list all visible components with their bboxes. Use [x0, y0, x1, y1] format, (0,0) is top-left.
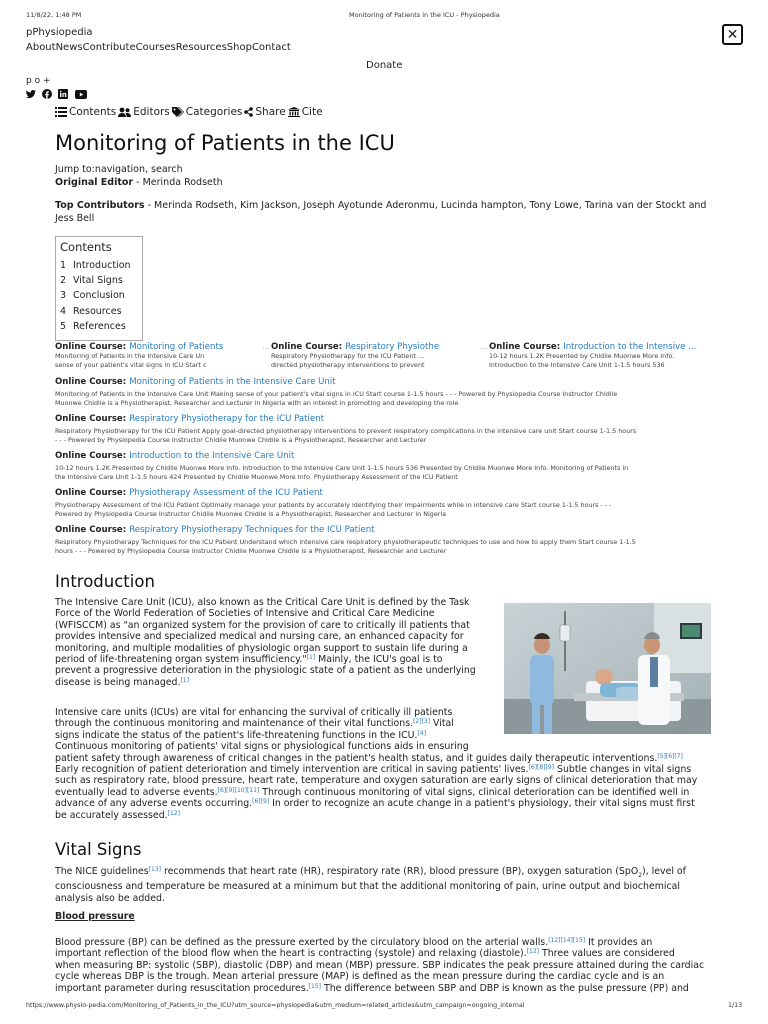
intro-p1-line: period of life-threatening organ system insufficiency."[1] Mainly, the ICU's goal is to: [55, 654, 443, 666]
course-desc-line: 10-12 hours 1.2K Presented by Chidile Muonwe More Info. Introduction to the Intensive Care Unit 1-1.5 hours 536 Presented by Chidile Muonwe More Info. Monitoring of Patients in: [55, 464, 629, 472]
course-card-desc: [55, 352, 260, 370]
course-card-desc: [271, 352, 479, 370]
top-contributors: [55, 200, 715, 225]
editors-label: Editors: [133, 106, 170, 118]
blood-pressure-heading: [55, 911, 135, 922]
course-desc-line: Respiratory Physiotherapy for the ICU Patient ...: [271, 352, 425, 360]
close-button[interactable]: [722, 24, 743, 45]
list-icon: [55, 107, 67, 117]
util-row[interactable]: p o +: [26, 76, 51, 86]
course-list-title: [55, 451, 715, 461]
course-list-item[interactable]: [55, 488, 715, 519]
intro-p2-line: be accurately assessed.[12]: [55, 809, 180, 821]
course-list-desc: [55, 390, 715, 408]
article-toolbar: [55, 106, 323, 118]
course-list-desc: [55, 501, 715, 519]
course-link[interactable]: Monitoring of Patients in the Intensive Care Unit: [129, 377, 336, 387]
contents-tool[interactable]: [55, 106, 116, 118]
toc-item[interactable]: [60, 258, 138, 273]
toc-item-label: Vital Signs: [73, 275, 123, 287]
course-list-desc: [55, 427, 715, 445]
course-list-item[interactable]: [55, 525, 741, 556]
intro-p1-line: (WFISCCM) as "an organized system for the provision of care to critically ill patients that: [55, 619, 470, 631]
citation-link[interactable]: [6][9][10][11]: [217, 786, 260, 794]
course-list-title: [55, 414, 715, 424]
citation-link[interactable]: [6][9]: [252, 798, 270, 806]
twitter-icon[interactable]: [26, 90, 36, 102]
blood-pressure-heading-text: Blood pressure: [55, 911, 135, 922]
donate-link[interactable]: Donate: [366, 60, 403, 71]
jump-nav[interactable]: Jump to:navigation, search: [55, 164, 183, 175]
course-link[interactable]: Respiratory Physiotherapy for the ICU Patient: [129, 414, 325, 424]
citation-link[interactable]: [1]: [180, 676, 189, 684]
intro-paragraph-1: [55, 597, 500, 688]
cite-tool[interactable]: [288, 106, 323, 118]
course-list-item[interactable]: [55, 377, 715, 408]
citation-link[interactable]: [5][6][7]: [657, 752, 683, 760]
institution-icon: [288, 107, 300, 117]
course-card[interactable]: [489, 342, 714, 370]
course-prefix: Online Course:: [489, 342, 564, 352]
icu-patient-photo: [504, 603, 711, 734]
bp-line: important reflection of the blood flow when the heart is contracting (systole) and relaxing (diastole).[12] Three values are considered: [55, 948, 675, 960]
categories-tool[interactable]: [172, 106, 243, 118]
course-card-title: [55, 342, 260, 352]
contents-label: Contents: [69, 106, 117, 118]
share-label: Share: [255, 106, 286, 118]
course-link[interactable]: Physiotherapy Assessment of the ICU Patient: [129, 488, 323, 498]
table-of-contents: [55, 236, 143, 341]
toc-item-number: 2: [60, 275, 67, 287]
course-link[interactable]: Respiratory Physiothe: [345, 342, 440, 352]
course-desc-line: Powered by Physiopedia Course Instructor Chidile Muonwe Chidile is a Physiotherapist, Researcher and Lecturer in Nigeria: [55, 510, 447, 518]
toc-item-label: Resources: [73, 305, 122, 317]
chevron-right-icon[interactable]: …: [262, 342, 270, 351]
citation-link[interactable]: [12]: [167, 809, 180, 817]
vital-p1-line: consciousness and temperature be measured at a minimum but that the additional monitoring of pain, urine output and biochemical: [55, 881, 680, 893]
share-icon: [244, 107, 253, 117]
citation-link[interactable]: [4]: [417, 729, 427, 737]
course-desc-line: 10-12 hours 1.2K Presented by Chidile Muonwe More Info.: [489, 352, 675, 360]
course-link[interactable]: Monitoring of Patients: [129, 342, 224, 352]
intro-p2-line: Early recognition of patient deterioration and timely intervention are critical in saving patients' lives.[6][8][9] Subtle changes in vital signs: [55, 764, 692, 776]
course-link[interactable]: Respiratory Physiotherapy Techniques for the ICU Patient: [129, 525, 375, 535]
youtube-icon[interactable]: [75, 90, 87, 102]
intro-p2-line: patient safety through awareness of critical changes in the patient's health status, and it guides daily therapeutic interventions.[5][6][7]: [55, 752, 683, 764]
print-footer-url: https://www.physio-pedia.com/Monitoring_of_Patients_in_the_ICU?utm_source=physiopedia&utm_medium=related_articles&utm_campaign=ongoing_internal: [26, 1002, 525, 1009]
social-icons: [26, 89, 90, 102]
print-page-title: Monitoring of Patients in the ICU - Physiopedia: [349, 11, 500, 19]
intro-p2-line: Continuous monitoring of patients' vital signs or physiological functions aids in ensuring: [55, 741, 469, 753]
section-heading-vital-signs: Vital Signs: [55, 840, 142, 859]
intro-p1-line: monitoring, and multiple modalities of physiologic organ support to sustain life during a: [55, 642, 468, 654]
course-prefix: Online Course:: [55, 414, 130, 424]
toc-item-number: 5: [60, 320, 67, 332]
intro-p2-line: through the continuous monitoring and maintenance of their vital functions.[2][3] Vital: [55, 718, 454, 730]
course-card-title: [489, 342, 714, 352]
toc-item-number: 3: [60, 290, 67, 302]
vital-p1-line: analysis also be added.: [55, 892, 165, 904]
course-desc-line: Respiratory Physiotherapy Techniques for the ICU Patient Understand which intensive care respiratory physiotherapeutic techniques to use and how to apply them Start course 1-1.5: [55, 538, 636, 546]
course-prefix: Online Course:: [55, 451, 130, 461]
intro-p1-line: prevent a progressive deterioration in the physiologic state of a patient as the underlying: [55, 665, 476, 677]
course-desc-line: Muonwe Chidile is a Physiotherapist, Researcher and Lecturer in Nigeria with an interest in promoting and developing the role: [55, 399, 459, 407]
course-desc-line: hours - - - Powered by Physiopedia Course Instructor Chidile Muonwe Chidile is a Physiotherapist, Researcher and Lecturer: [55, 547, 447, 555]
course-desc-line: the Intensive Care Unit 1-1.5 hours 424 Presented by Chidile Muonwe More Info. Physiotherapy Assessment of the ICU Patient: [55, 473, 458, 481]
course-list-item[interactable]: [55, 451, 715, 482]
vital-p1-line: The NICE guidelines[13] recommends that heart rate (HR), respiratory rate (RR), blood pressure (BP), oxygen saturation (SpO$_2$), level of: [55, 866, 686, 879]
course-desc-line: Monitoring of Patients in the Intensive Care Unit Making sense of your patient's vital signs in ICU Start course 1-1.5 hours - - - Powered by Physiopedia Course Instructor Chidile: [55, 390, 618, 398]
citation-link[interactable]: [15]: [308, 982, 321, 990]
intro-p2-line: eventually lead to adverse events.[6][9][10][11] Through continuous monitoring of vital signs, clinical deterioration can be identified well in: [55, 786, 690, 798]
toc-item-number: 1: [60, 260, 67, 271]
toc-item[interactable]: [60, 288, 138, 303]
course-prefix: Online Course:: [55, 525, 130, 535]
course-card[interactable]: [271, 342, 479, 370]
course-card-desc: [489, 352, 714, 370]
toc-item-label: References: [73, 320, 126, 332]
bp-line: cycle whereas DBP is the trough. Mean arterial pressure (MAP) is defined as the mean pressure during the cardiac cycle and is an: [55, 971, 665, 983]
toc-item-number: 4: [60, 305, 67, 317]
citation-link[interactable]: [12][14][15]: [548, 937, 586, 944]
course-card-title: [271, 342, 479, 352]
citation-link[interactable]: [1]: [306, 654, 316, 662]
section-heading-introduction: Introduction: [55, 572, 155, 591]
print-footer-page: 1/13: [728, 1002, 743, 1009]
course-list-desc: [55, 464, 715, 482]
original-editor: [55, 177, 223, 190]
course-prefix: Online Course:: [55, 488, 130, 498]
linkedin-icon[interactable]: [58, 89, 68, 102]
course-desc-line: directed physiotherapy interventions to prevent: [271, 361, 425, 369]
course-desc-line: Monitoring of Patients in the Intensive Care Un: [55, 352, 205, 360]
bp-line: important parameter during resuscitation procedures.[15] The difference between SBP and DBP is known as the pulse pressure (PP) and: [55, 982, 689, 994]
course-prefix: Online Course:: [271, 342, 346, 352]
top-contributors-label: Top Contributors: [55, 200, 145, 211]
chevron-right-icon[interactable]: …: [480, 342, 488, 351]
page-title: Monitoring of Patients in the ICU: [55, 131, 395, 155]
course-link[interactable]: Introduction to the Intensive Care Unit: [129, 451, 295, 461]
original-editor-name[interactable]: - Merinda Rodseth: [133, 177, 223, 188]
categories-label: Categories: [185, 106, 243, 118]
intro-p2-line: signs indicate the status of the patient's life-threatening functions in the ICU.[4]: [55, 729, 427, 741]
toc-item-label: Conclusion: [73, 290, 125, 302]
citation-link[interactable]: [6][8][9]: [528, 764, 555, 772]
course-desc-line: - - - Powered by Physiopedia Course Instructor Chidile Muonwe Chidile is a Physiotherapist, Researcher and Lecturer: [55, 436, 427, 444]
site-nav[interactable]: AboutNewsContributeCoursesResourcesShopContact: [26, 42, 291, 53]
facebook-icon[interactable]: [42, 89, 52, 102]
original-editor-label: Original Editor: [55, 177, 134, 188]
share-tool[interactable]: [244, 106, 285, 118]
course-list-title: [55, 377, 715, 387]
intro-p1-line: The Intensive Care Unit (ICU), also known as the Critical Care Unit is defined by the Task: [55, 597, 470, 608]
blood-pressure-paragraph: [55, 937, 715, 994]
top-contributors-names[interactable]: - Merinda Rodseth, Kim Jackson, Joseph Ayotunde Aderonmu, Lucinda hampton, Tony Lowe, Tarina van der Stockt and Jess Bell: [55, 200, 707, 224]
course-list-item[interactable]: [55, 414, 715, 445]
course-prefix: Online Course:: [55, 342, 130, 352]
tags-icon: [172, 107, 184, 117]
toc-item[interactable]: [60, 273, 138, 288]
course-list-desc: [55, 538, 741, 556]
toc-item-label: Introduction: [73, 260, 131, 271]
course-desc-line: Introduction to the Intensive Care Unit 1-1.5 hours 536: [489, 361, 665, 369]
cite-label: Cite: [301, 106, 323, 118]
course-desc-line: sense of your patient's vital signs in ICU Start c: [55, 361, 207, 369]
intro-p2-line: advance of any adverse events occurring.[6][9] In order to recognize an acute change in a patient's physiology, their vital signs must first: [55, 798, 695, 810]
close-icon: ✕: [726, 26, 739, 43]
bp-line: when measuring BP: systolic (SBP), diastolic (DBP) and mean (MBP) pressure. SBP indicates the peak pressure attained during the cardiac: [55, 959, 705, 971]
intro-p1-line: disease is being managed.[1]: [55, 676, 189, 688]
citation-link[interactable]: [2][3]: [413, 718, 431, 726]
site-brand[interactable]: pPhysiopedia: [26, 27, 93, 38]
course-desc-line: Respiratory Physiotherapy for the ICU Patient Apply goal-directed physiotherapy interventions to prevent respiratory complications in the intensive care unit Start course 1-1.5 hours: [55, 427, 637, 435]
course-list-title: [55, 488, 715, 498]
intro-p2-line: such as respiratory rate, blood pressure, heart rate, temperature and oxygen saturation are early signs of clinical deterioration that may: [55, 775, 698, 787]
course-desc-line: Physiotherapy Assessment of the ICU Patient Optimally manage your patients by accurately identifying their impairments while in intensive care Start course 1-1.5 hours - - -: [55, 501, 612, 509]
bp-line: Blood pressure (BP) can be defined as the pressure exerted by the circulatory blood on the arterial walls.[12][14][15] It provides an: [55, 937, 653, 948]
course-link[interactable]: Introduction to the Intensive ...: [563, 342, 697, 352]
course-card[interactable]: [55, 342, 260, 370]
toc-item[interactable]: [60, 319, 138, 334]
users-icon: [118, 107, 131, 117]
intro-p1-line: Force of the World Federation of Societies of Intensive and Critical Care Medicine: [55, 608, 435, 620]
toc-item[interactable]: [60, 304, 138, 319]
print-datetime: 11/8/22, 1:48 PM: [26, 11, 82, 19]
toc-title: Contents: [60, 240, 112, 254]
intro-p2-line: Intensive care units (ICUs) are vital for enhancing the survival of critically ill patients: [55, 707, 453, 718]
vital-signs-paragraph: [55, 866, 715, 904]
course-prefix: Online Course:: [55, 377, 130, 387]
citation-link[interactable]: [13]: [148, 866, 161, 873]
course-list-title: [55, 525, 741, 535]
editors-tool[interactable]: [118, 106, 170, 118]
intro-p1-line: provides intensive and specialized medical and nursing care, an enhanced capacity for: [55, 631, 464, 643]
citation-link[interactable]: [12]: [526, 948, 540, 956]
